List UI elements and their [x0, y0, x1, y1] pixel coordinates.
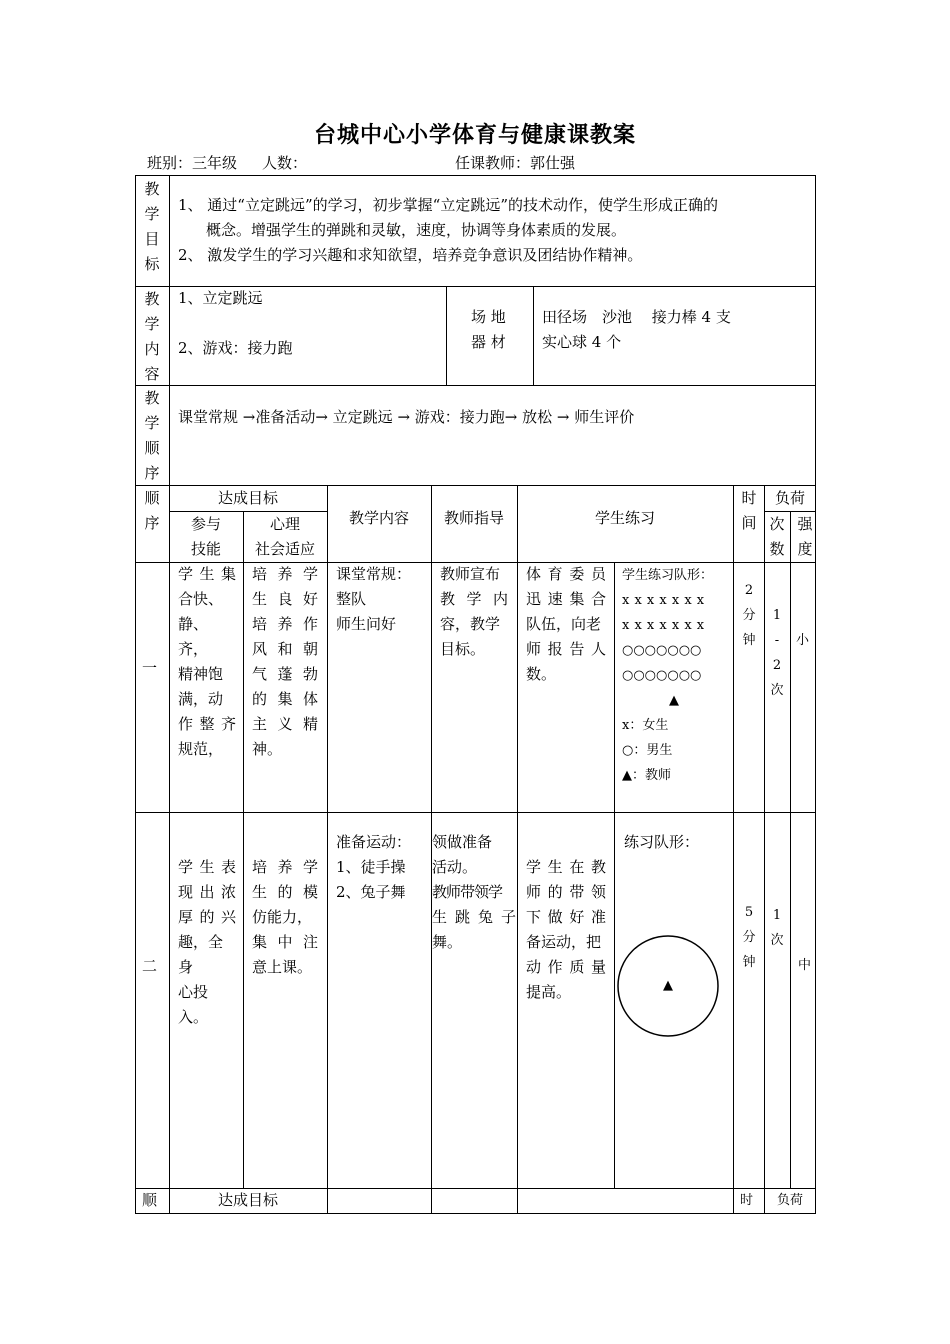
row-2-skill: 学 生 表 现 出 浓 厚 的 兴 趣，全身 心投入。: [178, 858, 236, 1026]
content-item-2: 2、游戏：接力跑: [178, 339, 293, 357]
row-2-social: 培 养 学 生 的 模 仿能力， 集 中 注 意上课。: [252, 858, 318, 976]
objective-1-line-2: 概念。增强学生的弹跳和灵敏，速度，协调等身体素质的发展。: [206, 221, 627, 239]
row-2-intensity: 中: [798, 958, 812, 973]
formation-row-boys-2: ○○○○○○○: [622, 668, 702, 683]
formation-row-girls-1: x x x x x x x: [622, 593, 705, 608]
legend-boys: ○：男生: [622, 743, 673, 758]
teacher-label: 任课教师：郭仕强: [455, 154, 576, 172]
header-load: 负荷: [774, 489, 805, 507]
row-1-guidance: 教师宣布 教 学 内 容，教学 目标。: [440, 565, 508, 658]
content-label: 教 学 内 容: [144, 290, 160, 383]
row-1-content: 课堂常规： 整队 师生问好: [336, 565, 412, 633]
formation-row-girls-2: x x x x x x x: [622, 618, 705, 633]
row-2-time: 5 分 钟: [742, 905, 756, 970]
row-1-student: 体 育 委 员 迅 速 集 合 队伍，向老 师 报 告 人 数。: [526, 565, 606, 683]
venue-line-1: 田径场 沙池 接力棒 4 支: [542, 308, 731, 326]
row-1-intensity: 小: [796, 633, 810, 648]
row-2-formation-title: 练习队形：: [624, 833, 700, 851]
row-1-formation: [622, 563, 726, 788]
row-2-content: 准备运动： 1、徒手操 2、兔子舞: [336, 833, 412, 901]
header-psych-1: 心理: [269, 515, 300, 533]
footer-goals: 达成目标: [217, 1191, 278, 1209]
objective-1-line-1: 1、 通过“立定跳远”的学习，初步掌握“立定跳远”的技术动作，使学生形成正确的: [178, 196, 718, 214]
venue-label-2: 器 材: [471, 333, 506, 351]
row-1-times: 1 - 2 次: [770, 608, 784, 698]
sequence-text: 课堂常规 →准备活动→ 立定跳远 → 游戏：接力跑→ 放松 → 师生评价: [178, 408, 635, 426]
header-practice: 学生练习: [594, 509, 655, 527]
legend-teacher: ▲：教师: [622, 768, 671, 783]
venue-label-1: 场 地: [471, 308, 506, 326]
header-times: 次 数: [769, 515, 785, 558]
header-time: 时 间: [741, 489, 757, 532]
objective-2: 2、 激发学生的学习兴趣和求知欲望，培养竞争意识及团结协作精神。: [178, 246, 643, 264]
footer-time: 时: [740, 1193, 754, 1208]
header-psych-2: 社会适应: [254, 540, 315, 558]
row-1-skill: 学 生 集 合快、 静、齐， 精神饱 满，动 作 整 齐 规范，: [178, 565, 236, 758]
footer-order: 顺: [142, 1191, 158, 1209]
sequence-label: 教 学 顺 序: [144, 389, 160, 482]
formation-row-boys-1: ○○○○○○○: [622, 643, 702, 658]
teacher-marker-icon: ▲: [669, 693, 679, 708]
count-label: 人数：: [262, 154, 308, 172]
content-item-1: 1、立定跳远: [178, 289, 263, 307]
row-1-order: 一: [142, 659, 158, 677]
header-intensity: 强 度: [797, 515, 813, 558]
legend-girls: x：女生: [622, 718, 669, 733]
header-content: 教学内容: [348, 509, 409, 527]
row-2-order: 二: [142, 957, 158, 975]
row-2-teacher-marker-icon: ▲: [663, 978, 673, 993]
row-1-time: 2 分 钟: [742, 583, 756, 648]
objectives-label: 教 学 目 标: [144, 180, 160, 273]
row-2-student: 学 生 在 教 师 的 带 领 下 做 好 准 备运动，把 动 作 质 量 提高。: [526, 858, 606, 1001]
header-order: 顺 序: [144, 489, 160, 532]
footer-load: 负荷: [776, 1193, 803, 1208]
row-1-social: 培 养 学 生 良 好 培 养 作 风 和 朝 气 蓬 勃 的 集 体 主 义 精 神。: [252, 565, 318, 758]
formation-title: 学生练习队形：: [622, 568, 714, 583]
venue-line-2: 实心球 4 个: [542, 333, 622, 351]
page-title: 台城中心小学体育与健康课教案: [313, 122, 636, 148]
header-participation-2: 技能: [190, 540, 221, 558]
row-2-times: 1 次: [770, 908, 784, 948]
header-goals: 达成目标: [217, 489, 278, 507]
class-label: 班别：三年级: [147, 154, 238, 172]
header-participation-1: 参与: [190, 515, 221, 533]
row-2-guidance: 领做准备 活动。 教师带领学 生 跳 兔 子 舞。: [432, 833, 516, 951]
header-guidance: 教师指导: [443, 509, 504, 527]
